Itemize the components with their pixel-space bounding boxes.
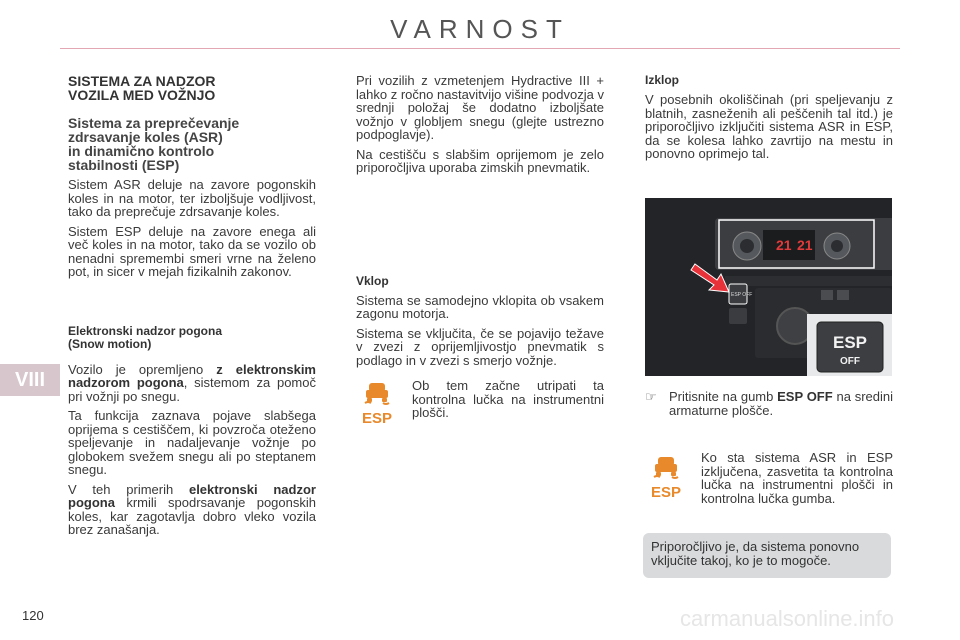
page-number: 120 [22,608,44,623]
page-title: VARNOST [390,14,570,44]
press-button-text [669,390,893,417]
dashboard-illustration [645,198,892,376]
switch-on-heading: Vklop [356,273,389,288]
section-heading [68,74,316,102]
dashboard-photo [645,198,892,376]
esp-asr-heading-line-1: Sistema za preprečevanje [68,115,240,131]
snow-p3-text: V teh primerih [68,481,189,497]
esp-asr-heading [68,116,316,172]
flashing-lamp-row [356,378,604,427]
recommendation-note: Priporočljivo je, da sistema ponovno vključite takoj, ko je to mogoče. [643,533,891,578]
chapter-tab[interactable]: VIII [0,364,60,396]
esp-off-button-large-line1: ESP [832,333,868,352]
esp-asr-heading-line-2: zdrsavanje koles (ASR) [68,129,223,145]
esp-warning-lamp-icon [356,379,398,427]
snow-motion-heading-line-1: Elektronski nadzor pogona [68,323,223,338]
esp-asr-heading-line-3: in dinamično kontrolo [68,143,215,159]
snow-p1-text: Vozilo je opremljeno [68,361,217,377]
watermark: carmanualsonline.info [680,606,895,631]
column-3-lower [645,390,893,511]
climate-display-right: 21 [797,237,813,253]
column-1 [68,74,316,543]
switch-on-paragraph-1: Sistema se samodejno vklopita ob vsakem zagonu motorja. [356,292,604,321]
switch-off-paragraph: V posebnih okoliščinah (pri speljevanju z blatnih, zasneženih ali peščenih tal itd.) je priporočljivo izključiti sistema ASR in ESP, da se kolesa lahko zavrtijo na mestu in ponovno oprimejo tal. [645,92,893,161]
esp-off-warning-lamp-icon [645,453,687,501]
switch-off-heading: Izklop [645,73,680,87]
snow-paragraph-1 [68,363,316,404]
snow-motion-heading [68,325,316,351]
title-rule [60,48,900,49]
snow-paragraph-2: Ta funkcija zaznava pojave slabšega oprijema s cestiščem, ki povzroča oteženo speljevanje in nadaljevanje vožnje po globokem svežem snegu ali po steptanem snegu. [68,408,316,477]
column-2 [356,74,604,426]
esp-off-lamp-label: ESP [650,484,682,501]
climate-display-left: 21 [776,237,792,253]
snow-p3-text-end: krmili spodrsavanje pogonskih koles, kar zagotavlja dobro vleko vozila brez zanašanja. [68,495,316,537]
snow-paragraph-3 [68,483,316,537]
press-button-text-a: Pritisnite na gumb [669,389,778,404]
section-heading-line-2: VOZILA MED VOŽNJO [68,87,216,103]
press-button-text-c: na sredini armaturne plošče. [669,389,893,418]
snow-motion-heading-line-2: (Snow motion) [68,336,152,351]
snow-p3-bold: elektronski nadzor pogona [68,481,316,510]
pointing-hand-icon: ☞ [645,389,657,404]
winter-tyres-paragraph: Na cestišču s slabšim oprijemom je zelo priporočljiva uporaba zimskih pnevmatik. [356,146,604,175]
esp-off-button-small-label: ESP OFF [731,292,753,298]
hydractive-paragraph: Pri vozilih z vzmetenjem Hydractive III + lahko z ročno nastavitvijo višine podvozja v srednji položaj še dodatno izboljšate vožnjo v globljem snegu (glejte ustrezno podpoglavje). [356,73,604,142]
off-lamp-text: Ko sta sistema ASR in ESP izključena, zasvetita ta kontrolna lučka na instrumentni plošči in kontrolna lučka gumba. [701,450,893,506]
snow-p1-text-end: , sistemom za pomoč pri vožnji po snegu. [68,375,316,404]
esp-off-button-large-line2: OFF [840,356,860,367]
esp-asr-heading-line-4: stabilnosti (ESP) [68,157,180,173]
asr-paragraph: Sistem ASR deluje na zavore pogonskih koles in na motor, ter izboljšuje vodljivost, tako da preprečuje zdrsavanje koles. [68,177,316,219]
press-button-instruction [645,390,893,417]
flashing-lamp-text: Ob tem začne utripati ta kontrolna lučka na instrumentni plošči. [412,378,604,420]
section-heading-line-1: SISTEMA ZA NADZOR [68,73,216,89]
esp-lamp-label: ESP [361,410,393,427]
snow-p1-bold: z elektronskim nadzorom pogona [68,361,316,390]
esp-off-label: ESP OFF [777,389,833,404]
column-3 [645,74,893,167]
off-lamp-row [645,451,893,505]
switch-on-paragraph-2: Sistema se vključita, če se pojavijo težave v zvezi z oprijemljivostjo pnevmatik s podlago in v zvezi s smerjo vožnje. [356,325,604,368]
esp-paragraph: Sistem ESP deluje na zavore enega ali več koles in na motor, tako da se vozilo ob nenadni spremembi smeri vrne na želeno pot, in sicer v mejah fizikalnih zakonov. [68,223,316,279]
